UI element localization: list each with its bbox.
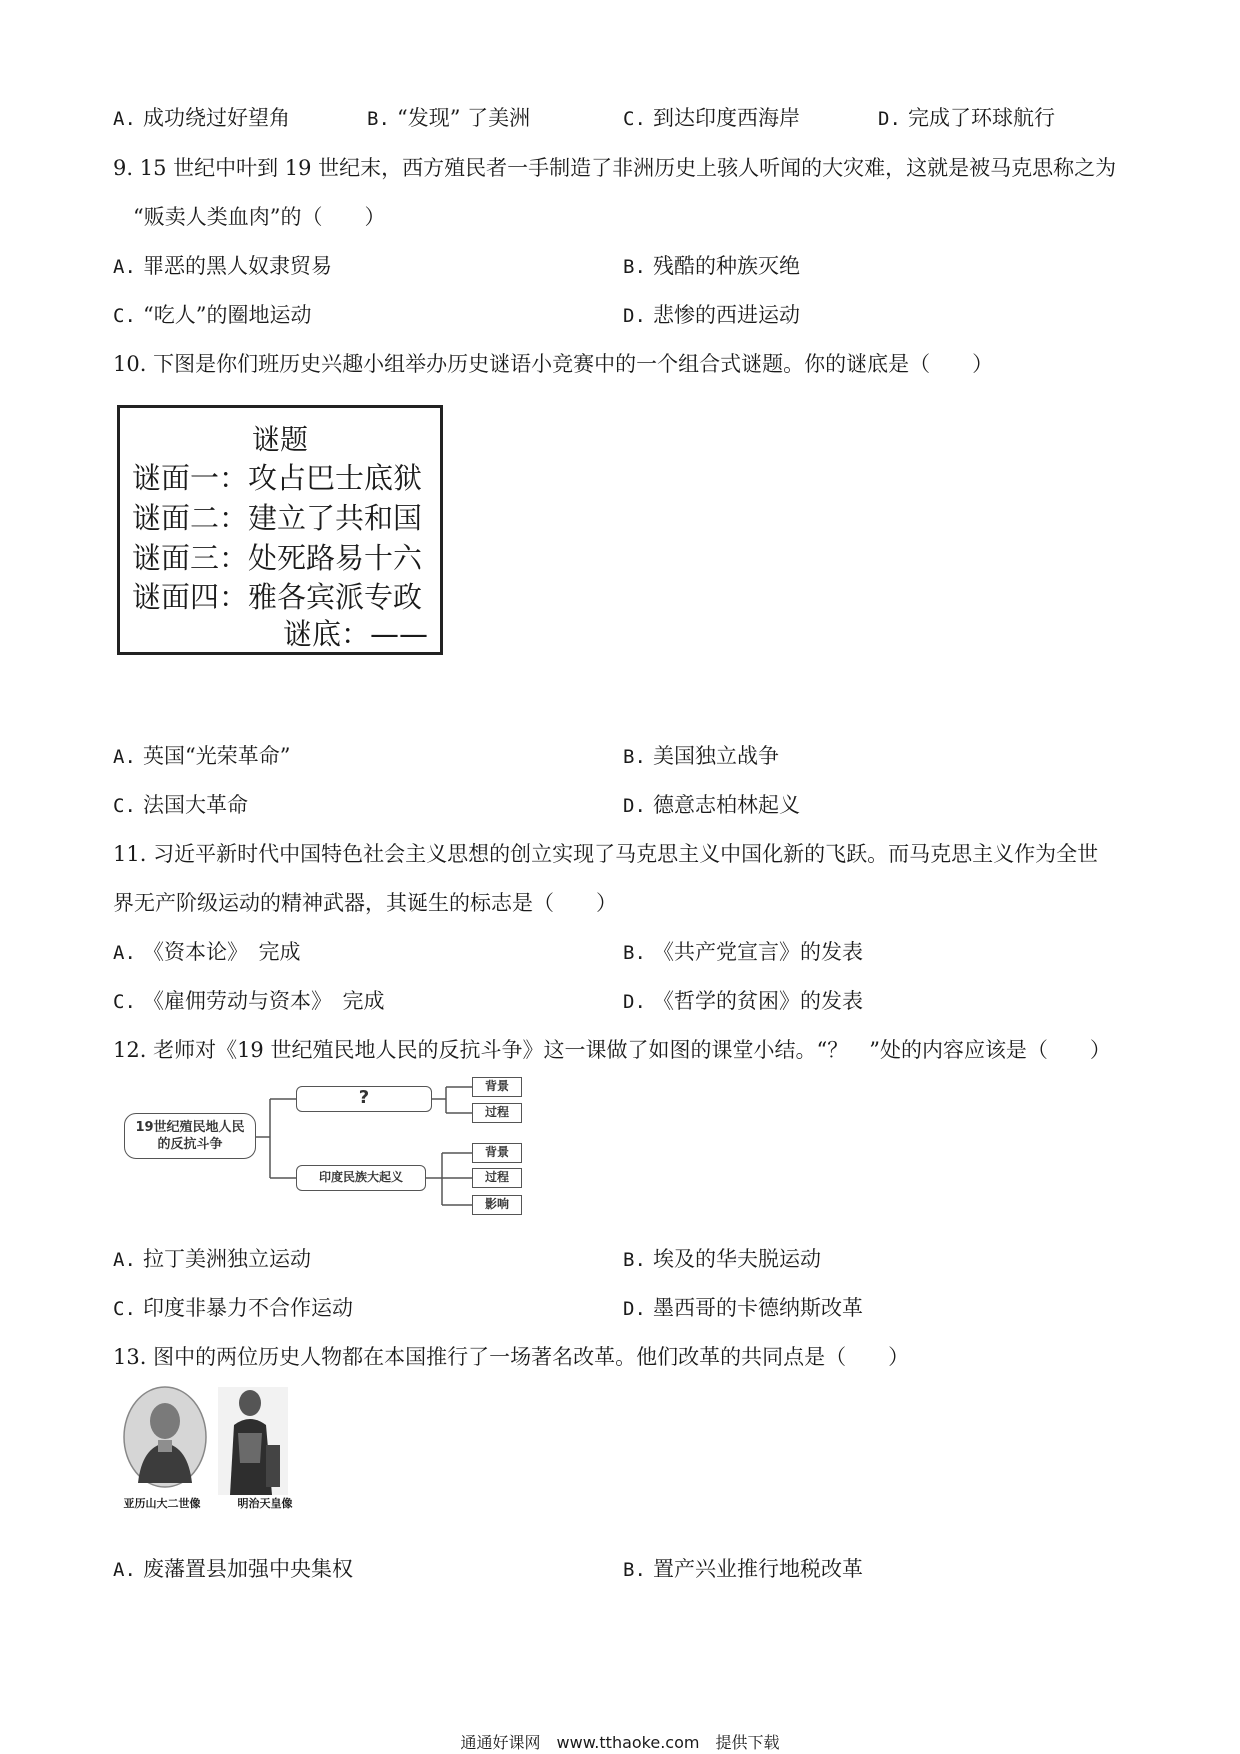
- q9-stem-line2: “贩卖人类血肉”的（ ）: [133, 205, 386, 229]
- option-letter: B.: [623, 1249, 646, 1271]
- riddle-line-3: 谜面三：处死路易十六: [132, 541, 423, 575]
- portrait-images: [120, 1385, 320, 1510]
- option-letter: A.: [113, 942, 136, 964]
- q8-option-b[interactable]: [367, 104, 530, 133]
- q12-option-b[interactable]: [623, 1245, 821, 1274]
- diagram-leaf-process-2: 过程: [472, 1168, 522, 1188]
- option-text: 法国大革命: [143, 793, 248, 817]
- option-letter: C.: [113, 991, 136, 1013]
- option-text: 置产兴业推行地税改革: [653, 1557, 863, 1581]
- q13-option-b[interactable]: [623, 1555, 863, 1584]
- summary-diagram: [120, 1075, 540, 1220]
- portraits-figure: [120, 1385, 320, 1525]
- option-text: 埃及的华夫脱运动: [653, 1247, 821, 1271]
- caption-meiji: 明治天皇像: [237, 1497, 293, 1510]
- diagram-branch-india: 印度民族大起义: [296, 1165, 426, 1191]
- option-letter: B.: [623, 942, 646, 964]
- option-text: 德意志柏林起义: [653, 793, 800, 817]
- q11-stem-line1: 11. 习近平新时代中国特色社会主义思想的创立实现了马克思主义中国化新的飞跃。而马克思主义作为全世: [113, 842, 1099, 866]
- q8-option-c[interactable]: [623, 104, 800, 133]
- riddle-line-2: 谜面二：建立了共和国: [132, 501, 423, 535]
- diagram-leaf-impact-2: 影响: [472, 1195, 522, 1215]
- option-text: 悲惨的西进运动: [653, 303, 800, 327]
- option-letter: A.: [113, 108, 136, 130]
- riddle-line-1: 谜面一：攻占巴士底狱: [132, 461, 423, 495]
- q9-stem-line1: 9. 15 世纪中叶到 19 世纪末，西方殖民者一手制造了非洲历史上骇人听闻的大灾难，这就是被马克思称之为: [113, 156, 1117, 180]
- q10-option-c[interactable]: [113, 791, 248, 820]
- diagram-leaf-process-1: 过程: [472, 1103, 522, 1123]
- option-letter: D.: [878, 108, 901, 130]
- q11-option-b[interactable]: [623, 938, 863, 967]
- riddle-line-4: 谜面四：雅各宾派专政: [132, 580, 423, 614]
- option-letter: D.: [623, 1298, 646, 1320]
- q13-stem: 13. 图中的两位历史人物都在本国推行了一场著名改革。他们改革的共同点是（ ）: [113, 1345, 910, 1369]
- q10-option-b[interactable]: [623, 742, 779, 771]
- q12-option-d[interactable]: [623, 1294, 863, 1323]
- option-letter: C.: [113, 305, 136, 327]
- option-text: 成功绕过好望角: [143, 106, 290, 130]
- q11-stem-line2: 界无产阶级运动的精神武器，其诞生的标志是（ ）: [113, 891, 617, 915]
- option-text: 废藩置县加强中央集权: [143, 1557, 353, 1581]
- option-letter: B.: [623, 1559, 646, 1581]
- option-text: 完成了环球航行: [908, 106, 1055, 130]
- option-letter: A.: [113, 746, 136, 768]
- q10-option-a[interactable]: [113, 742, 290, 771]
- q9-option-d[interactable]: [623, 301, 800, 330]
- diagram-leaf-background-1: 背景: [472, 1077, 522, 1097]
- diagram-leaf-background-2: 背景: [472, 1143, 522, 1163]
- q11-option-d[interactable]: [623, 987, 863, 1016]
- riddle-box: [117, 405, 443, 655]
- caption-alexander: 亚历山大二世像: [123, 1497, 201, 1510]
- option-letter: C.: [113, 795, 136, 817]
- option-letter: D.: [623, 305, 646, 327]
- option-text: 《资本论》 完成: [143, 940, 301, 964]
- option-text: 英国“光荣革命”: [143, 744, 291, 768]
- option-letter: B.: [623, 256, 646, 278]
- option-letter: C.: [623, 108, 646, 130]
- q12-option-c[interactable]: [113, 1294, 353, 1323]
- q10-option-d[interactable]: [623, 791, 800, 820]
- q13-option-a[interactable]: [113, 1555, 353, 1584]
- option-letter: B.: [623, 746, 646, 768]
- option-text: 《共产党宣言》的发表: [653, 940, 863, 964]
- q10-stem: 10. 下图是你们班历史兴趣小组举办历史谜语小竞赛中的一个组合式谜题。你的谜底是（ ）: [113, 352, 994, 376]
- option-letter: D.: [623, 795, 646, 817]
- diagram-branch-unknown: ?: [296, 1086, 432, 1112]
- option-text: “吃人”的圈地运动: [143, 303, 312, 327]
- option-text: 《哲学的贫困》的发表: [653, 989, 863, 1013]
- option-text: 《雇佣劳动与资本》 完成: [143, 989, 385, 1013]
- option-letter: A.: [113, 256, 136, 278]
- q12-stem: 12. 老师对《19 世纪殖民地人民的反抗斗争》这一课做了如图的课堂小结。“？ ”处的内容应该是（ ）: [113, 1038, 1111, 1062]
- option-text: 拉丁美洲独立运动: [143, 1247, 311, 1271]
- page-footer[interactable]: 通通好课网 www.tthaoke.com 提供下载: [460, 1733, 780, 1752]
- option-letter: C.: [113, 1298, 136, 1320]
- option-letter: A.: [113, 1559, 136, 1581]
- diagram-root: 19世纪殖民地人民的反抗斗争: [124, 1113, 256, 1159]
- q8-option-d[interactable]: [878, 104, 1055, 133]
- option-text: “发现” 了美洲: [397, 106, 531, 130]
- option-text: 印度非暴力不合作运动: [143, 1296, 353, 1320]
- q11-option-a[interactable]: [113, 938, 301, 967]
- option-letter: D.: [623, 991, 646, 1013]
- option-text: 墨西哥的卡德纳斯改革: [653, 1296, 863, 1320]
- q9-option-c[interactable]: [113, 301, 311, 330]
- option-letter: B.: [367, 108, 390, 130]
- q9-option-b[interactable]: [623, 252, 800, 281]
- option-text: 美国独立战争: [653, 744, 779, 768]
- riddle-answer: 谜底：——: [282, 617, 428, 651]
- option-text: 残酷的种族灭绝: [653, 254, 800, 278]
- q11-option-c[interactable]: [113, 987, 385, 1016]
- q8-option-a[interactable]: [113, 104, 290, 133]
- option-text: 到达印度西海岸: [653, 106, 800, 130]
- riddle-title: 谜题: [251, 423, 308, 456]
- option-letter: A.: [113, 1249, 136, 1271]
- q12-option-a[interactable]: [113, 1245, 311, 1274]
- q9-option-a[interactable]: [113, 252, 332, 281]
- option-text: 罪恶的黑人奴隶贸易: [143, 254, 332, 278]
